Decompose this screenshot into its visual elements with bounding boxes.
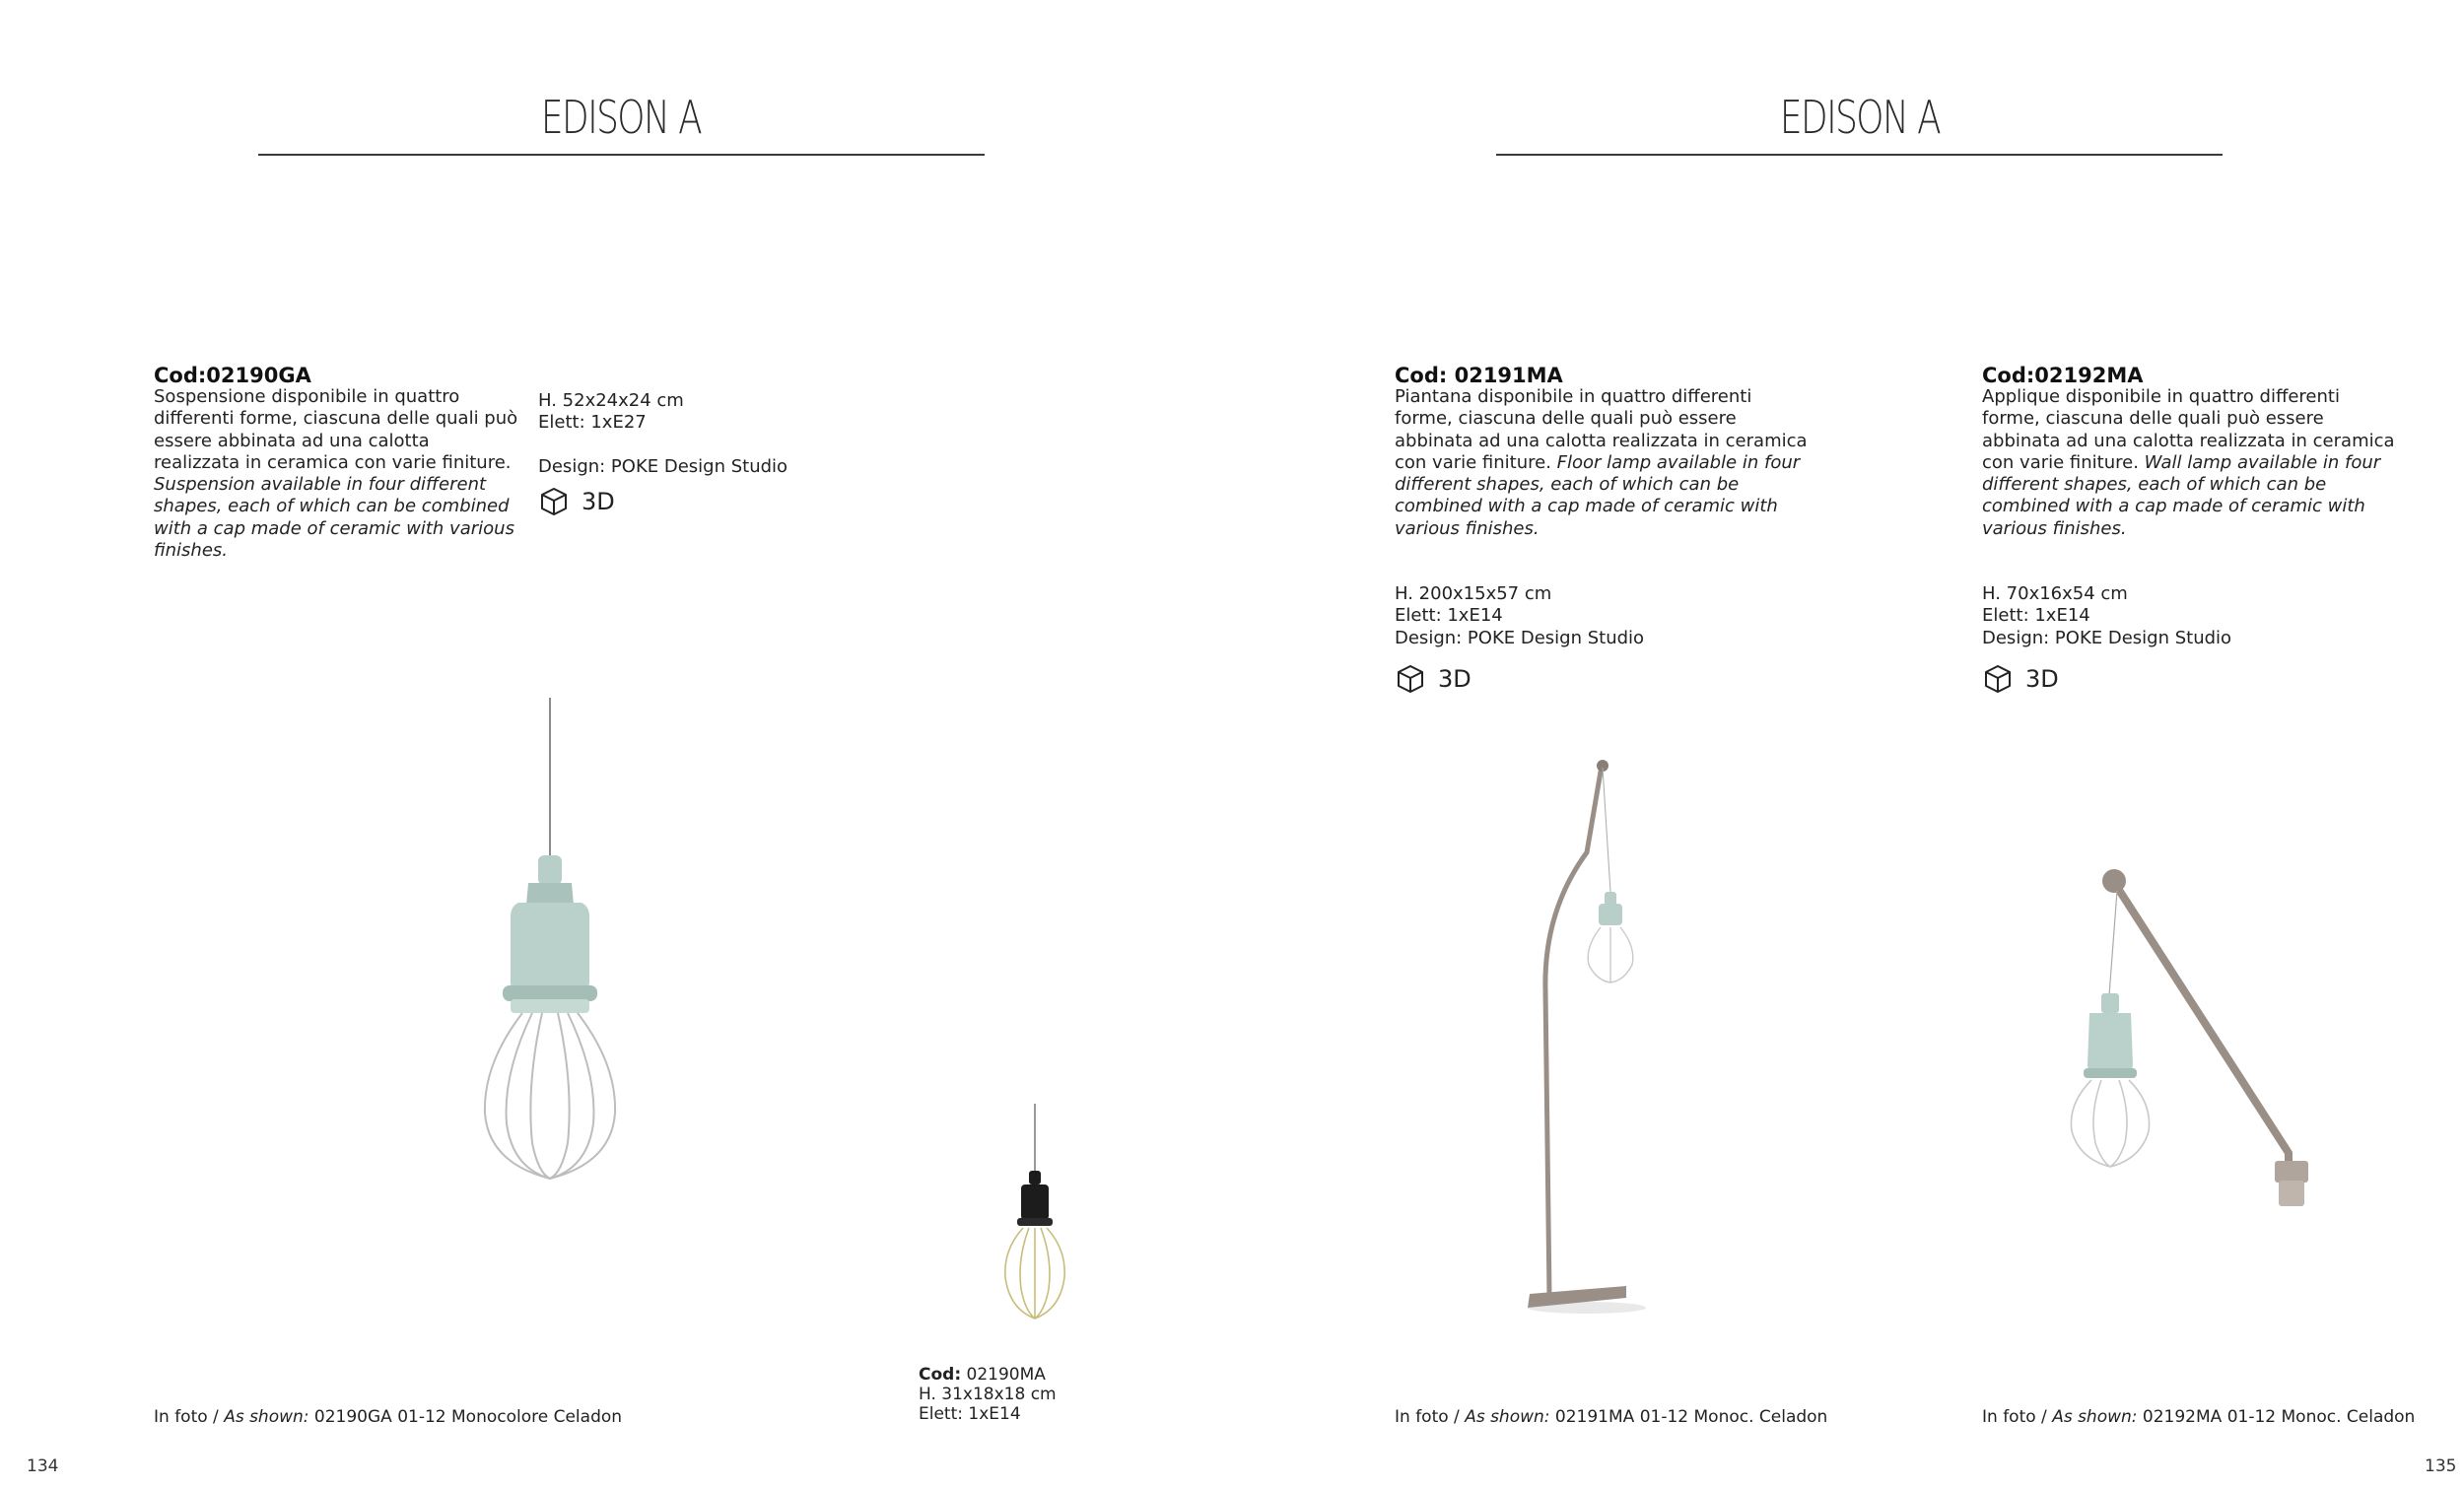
left-title-rule bbox=[258, 154, 985, 156]
dimensions: H. 200x15x57 cm bbox=[1395, 583, 1552, 605]
description-italian: Sospensione disponibile in quattro differenti forme, ciascuna delle quali può essere abbinata ad una calotta realizzata in ceramica con varie finiture. bbox=[154, 386, 518, 473]
left-photo-caption: In foto / As shown: 02190GA 01-12 Monocolore Celadon bbox=[154, 1407, 623, 1427]
description-english: Floor lamp available in four different shapes, each of which can be combined with a cap made of ceramic with various finishes. bbox=[1395, 451, 1801, 539]
3d-model-link[interactable] bbox=[1982, 663, 2396, 695]
electrical-spec: Elett: 1xE14 bbox=[1982, 605, 2090, 627]
dimensions: H. 52x24x24 cm bbox=[538, 390, 684, 411]
wall-lamp-image bbox=[2060, 867, 2316, 1222]
product-specs bbox=[1982, 583, 2396, 649]
product-code: Cod: 02191MA bbox=[1395, 364, 1563, 387]
pendant-lamp-black-image bbox=[995, 1102, 1074, 1328]
description-italian: Piantana disponibile in quattro differenti forme, ciascuna delle quali può essere abbinata ad una calotta realizzata in ceramica con varie finiture. bbox=[1395, 386, 1808, 473]
wall-lamp-photo-caption: In foto / As shown: 02192MA 01-12 Monoc. Celadon bbox=[1982, 1407, 2416, 1427]
designer: Design: POKE Design Studio bbox=[1982, 627, 2232, 648]
left-page-title: EDISON A bbox=[540, 91, 702, 144]
product-02191MA-block bbox=[1395, 365, 1809, 695]
designer: Design: POKE Design Studio bbox=[538, 455, 788, 477]
3d-model-link[interactable] bbox=[538, 486, 814, 517]
left-page-number: 134 bbox=[27, 1456, 59, 1476]
product-description bbox=[1395, 386, 1809, 540]
small-product-electrical: Elett: 1xE14 bbox=[919, 1404, 1021, 1424]
cube-3d-icon bbox=[1982, 663, 2014, 695]
dimensions: H. 70x16x54 cm bbox=[1982, 583, 2128, 605]
right-title-rule bbox=[1496, 154, 2223, 156]
3d-model-link[interactable] bbox=[1395, 663, 1809, 695]
cube-3d-icon bbox=[1395, 663, 1426, 695]
product-02192MA-block bbox=[1982, 365, 2396, 695]
floor-lamp-photo-caption: In foto / As shown: 02191MA 01-12 Monoc. Celadon bbox=[1395, 1407, 1828, 1427]
product-02190GA-block bbox=[154, 365, 518, 562]
description-english: Suspension available in four different shapes, each of which can be combined with a cap made of ceramic with various finishes. bbox=[154, 474, 514, 562]
3d-label: 3D bbox=[582, 487, 615, 515]
electrical-spec: Elett: 1xE27 bbox=[538, 412, 647, 434]
electrical-spec: Elett: 1xE14 bbox=[1395, 605, 1503, 627]
product-description bbox=[1982, 386, 2396, 540]
product-description bbox=[154, 386, 518, 562]
small-product-dimensions: H. 31x18x18 cm bbox=[919, 1385, 1057, 1404]
product-specs bbox=[1395, 583, 1809, 649]
product-code: Cod:02192MA bbox=[1982, 364, 2144, 387]
floor-lamp-image bbox=[1488, 754, 1666, 1325]
designer: Design: POKE Design Studio bbox=[1395, 627, 1645, 648]
small-product-code: Cod: 02190MA bbox=[919, 1365, 1046, 1385]
product-code: Cod:02190GA bbox=[154, 364, 311, 387]
pendant-lamp-celadon-image bbox=[463, 690, 660, 1202]
description-italian: Applique disponibile in quattro differenti forme, ciascuna delle quali può essere abbinata ad una calotta realizzata in ceramica con varie finiture. bbox=[1982, 386, 2395, 473]
product-02190GA-specs bbox=[538, 390, 814, 517]
3d-label: 3D bbox=[2025, 664, 2059, 693]
right-page-title: EDISON A bbox=[1779, 91, 1941, 144]
product-02190MA-specs bbox=[919, 1365, 1135, 1424]
cube-3d-icon bbox=[538, 486, 570, 517]
3d-label: 3D bbox=[1438, 664, 1472, 693]
right-page-number: 135 bbox=[2425, 1456, 2457, 1476]
description-english: Wall lamp available in four different shapes, each of which can be combined with a cap made of ceramic with various finishes. bbox=[1982, 451, 2381, 539]
